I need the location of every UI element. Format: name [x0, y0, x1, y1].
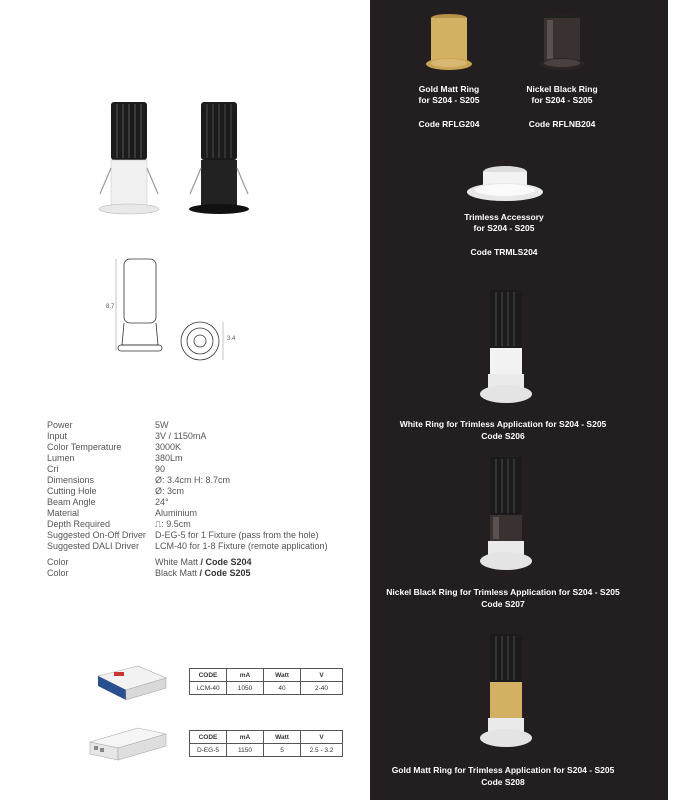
accessory-fit: for S204 - S205 — [418, 95, 480, 105]
white-trimless-code: Code S206 — [481, 431, 525, 441]
spec-label: Color Temperature — [47, 442, 122, 452]
table-cell: D-EG-5 — [190, 744, 227, 757]
accessory-name: Trimless Accessory — [464, 212, 544, 222]
table-row — [190, 682, 343, 695]
table-header: CODE — [190, 669, 227, 682]
spec-row — [47, 453, 328, 464]
spec-label: Beam Angle — [47, 497, 96, 507]
table-header-row — [190, 669, 343, 682]
spec-value — [155, 557, 252, 568]
gold-trimless-image — [476, 632, 536, 750]
nickel-ring-image — [537, 12, 587, 74]
deg5-driver-table — [189, 730, 343, 757]
spec-row — [47, 508, 328, 519]
spec-value: ⎍: 9.5cm — [155, 519, 191, 529]
spec-value: Ø: 3cm — [155, 486, 185, 496]
spec-row — [47, 464, 328, 475]
trimless-accessory-caption — [454, 212, 554, 234]
trimless-accessory-code: Code TRMLS204 — [470, 247, 538, 257]
product-black-image — [186, 100, 252, 216]
white-trimless-caption: White Ring for Trimless Application for S204 - S205 — [399, 419, 607, 429]
spec-value: 24° — [155, 497, 169, 507]
spec-label: Power — [47, 420, 73, 430]
table-row — [190, 744, 343, 757]
table-cell: 2.5 - 3.2 — [301, 744, 343, 757]
gold-ring-image — [424, 12, 474, 74]
table-header-row — [190, 731, 343, 744]
table-cell: LCM-40 — [190, 682, 227, 695]
spec-row — [47, 486, 328, 497]
accessory-fit: for S204 - S205 — [473, 223, 535, 233]
specs-list — [47, 420, 328, 579]
table-cell: 40 — [264, 682, 301, 695]
spec-value: 3V / 1150mA — [155, 431, 207, 441]
table-cell: 1050 — [227, 682, 264, 695]
spec-label: Material — [47, 508, 80, 518]
nickel-trimless-caption: Nickel Black Ring for Trimless Application for S204 - S205 — [386, 587, 620, 597]
page-margin — [668, 0, 700, 800]
white-trimless-image — [476, 288, 536, 406]
spec-value: 3000K — [155, 442, 182, 452]
spec-row — [47, 541, 328, 552]
gold-ring-code: Code RFLG204 — [418, 119, 480, 129]
height-dimension: 8.7 — [106, 304, 115, 310]
spec-value: LCM-40 for 1-8 Fixture (remote application) — [155, 541, 328, 551]
spec-row — [47, 431, 328, 442]
spec-row — [47, 497, 328, 508]
table-header: mA — [227, 731, 264, 744]
spec-value: 5W — [155, 420, 169, 430]
lcm40-driver-table — [189, 668, 343, 695]
spec-value: 380Lm — [155, 453, 183, 463]
color-name: White Matt — [155, 557, 199, 567]
trimless-accessory-image — [465, 160, 545, 206]
accessory-fit: for S204 - S205 — [531, 95, 593, 105]
accessories-panel — [370, 0, 668, 800]
gold-ring-caption — [399, 84, 499, 106]
product-code: S205 — [229, 568, 251, 578]
deg5-driver-image — [88, 722, 168, 764]
width-dimension: 3.4 — [227, 336, 236, 342]
nickel-ring-caption — [512, 84, 612, 106]
spec-label: Color — [47, 568, 69, 578]
product-code: S204 — [230, 557, 252, 567]
spec-label: Lumen — [47, 453, 75, 463]
spec-value: Ø: 3.4cm H: 8.7cm — [155, 475, 231, 485]
table-header: V — [301, 669, 343, 682]
table-header: V — [301, 731, 343, 744]
code-prefix: / Code — [199, 568, 230, 578]
lcm40-driver-image — [94, 662, 170, 704]
side-drawing — [104, 255, 174, 365]
nickel-ring-code: Code RFLNB204 — [528, 119, 596, 129]
spec-label: Depth Required — [47, 519, 111, 529]
spec-row — [47, 420, 328, 431]
spec-label: Cri — [47, 464, 59, 474]
color-row — [47, 568, 328, 579]
gold-trimless-code: Code S208 — [481, 777, 525, 787]
spec-label: Color — [47, 557, 69, 567]
table-cell: 2-40 — [301, 682, 343, 695]
spec-value: D-EG-5 for 1 Fixture (pass from the hole) — [155, 530, 319, 540]
nickel-trimless-code: Code S207 — [481, 599, 525, 609]
nickel-trimless-image — [476, 455, 536, 573]
spec-row — [47, 519, 328, 530]
color-name: Black Matt — [155, 568, 198, 578]
top-drawing — [176, 318, 226, 364]
spec-label: Suggested On-Off Driver — [47, 530, 146, 540]
spec-value — [155, 568, 251, 579]
table-header: mA — [227, 669, 264, 682]
table-header: CODE — [190, 731, 227, 744]
code-prefix: / Code — [200, 557, 231, 567]
spec-label: Suggested DALI Driver — [47, 541, 140, 551]
table-header: Watt — [264, 669, 301, 682]
spec-row — [47, 530, 328, 541]
table-cell: 5 — [264, 744, 301, 757]
spec-value: 90 — [155, 464, 166, 474]
gold-trimless-caption: Gold Matt Ring for Trimless Application for S204 - S205 — [391, 765, 615, 775]
spec-row — [47, 475, 328, 486]
spec-label: Input — [47, 431, 68, 441]
accessory-name: Nickel Black Ring — [526, 84, 598, 94]
spec-value: Aluminium — [155, 508, 198, 518]
product-white-image — [96, 100, 162, 216]
spec-label: Cutting Hole — [47, 486, 97, 496]
accessory-name: Gold Matt Ring — [418, 84, 480, 94]
spec-label: Dimensions — [47, 475, 95, 485]
table-header: Watt — [264, 731, 301, 744]
spec-row — [47, 442, 328, 453]
color-row — [47, 557, 328, 568]
table-cell: 1150 — [227, 744, 264, 757]
